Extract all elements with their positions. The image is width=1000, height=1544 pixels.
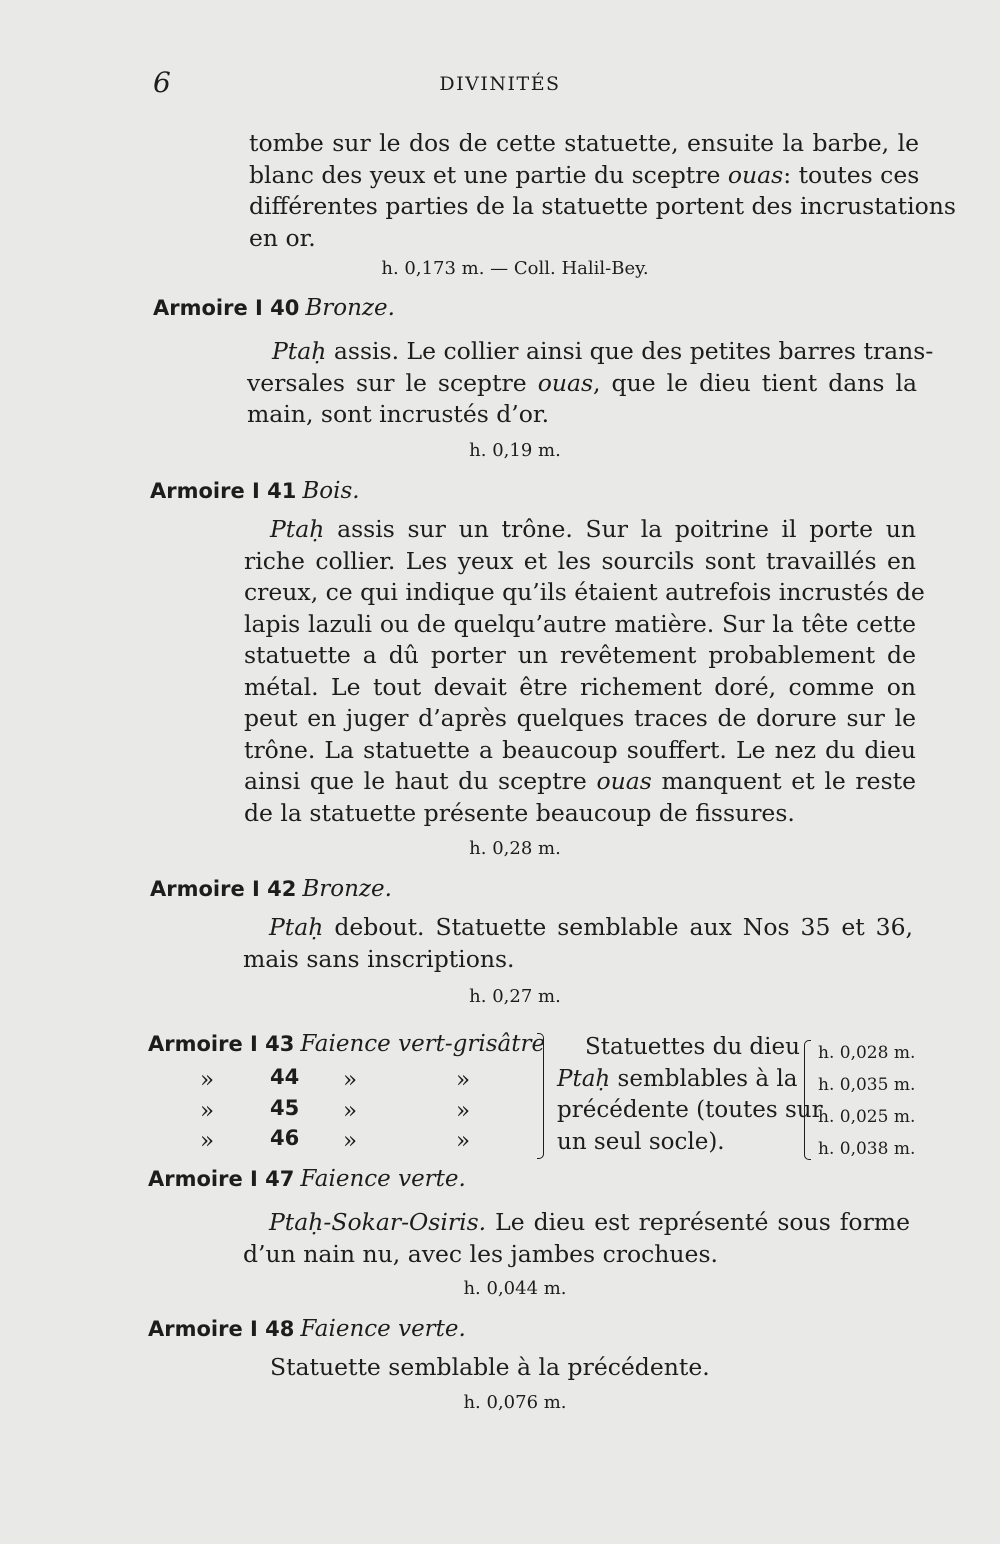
text-line: tombe sur le dos de cette statuette, ensuite la barbe, le — [249, 129, 919, 157]
armoire-label: Armoire I 47 — [148, 1167, 295, 1191]
measurement: h. 0,173 m. — Coll. Halil-Bey. — [381, 258, 649, 279]
text-line: Ptaḥ assis. Le collier ainsi que des petites barres trans- — [272, 337, 934, 365]
ditto-mark: » — [456, 1098, 471, 1124]
group-description — [557, 1032, 823, 1158]
text-line: de la statuette présente beaucoup de fissures. — [244, 798, 795, 827]
ditto-mark: » — [456, 1067, 471, 1093]
group-row — [148, 1031, 545, 1057]
measurement: h. 0,044 m. — [463, 1278, 567, 1299]
text-line: métal. Le tout devait être richement doré, comme on — [244, 672, 916, 701]
text-line: précédente (toutes sur — [557, 1097, 823, 1123]
material: Bronze. — [305, 295, 395, 321]
material: Faience verte. — [300, 1166, 466, 1192]
entry-number: 44 — [270, 1065, 300, 1089]
armoire-label: Armoire I 41 — [150, 479, 297, 503]
page-number: 6 — [153, 66, 171, 99]
ditto-mark: » — [343, 1098, 358, 1124]
text-line: main, sont incrustés d’or. — [247, 400, 550, 428]
ditto-mark: » — [200, 1128, 215, 1154]
armoire-label: Armoire I 42 — [150, 877, 297, 901]
text-line: ainsi que le haut du sceptre ouas manquent et le reste — [244, 767, 916, 795]
armoire-label: Armoire I 40 — [153, 296, 300, 320]
measurement: h. 0,27 m. — [469, 986, 561, 1007]
material: Faience verte. — [300, 1316, 466, 1342]
material: Bronze. — [302, 876, 392, 902]
ditto-mark: » — [200, 1098, 215, 1124]
measurement: h. 0,076 m. — [463, 1392, 567, 1413]
text-line: Statuette semblable à la précédente. — [270, 1353, 710, 1381]
ditto-mark: » — [200, 1067, 215, 1093]
brace — [537, 1033, 544, 1159]
entry-number: 45 — [270, 1096, 300, 1120]
entry-heading — [148, 1166, 466, 1192]
running-title: DIVINITÉS — [439, 73, 561, 95]
height-measurement: h. 0,028 m. — [818, 1043, 916, 1063]
height-measurement: h. 0,035 m. — [818, 1075, 916, 1095]
text-line: Ptaḥ-Sokar-Osiris. Le dieu est représenté sous forme — [269, 1208, 910, 1236]
text-line: blanc des yeux et une partie du sceptre ouas: toutes ces — [249, 160, 920, 189]
measurement: h. 0,28 m. — [469, 838, 561, 859]
text-line: versales sur le sceptre ouas, que le dieu tient dans la — [247, 368, 917, 397]
text-line: Ptaḥ semblables à la — [557, 1065, 798, 1092]
material: Faience vert-grisâtre — [300, 1031, 546, 1057]
text-line: Ptaḥ debout. Statuette semblable aux Nos 35 et 36, — [269, 913, 913, 941]
text-line: trône. La statuette a beaucoup souffert. Le nez du dieu — [244, 735, 916, 764]
text-line: en or. — [249, 223, 316, 252]
text-line: statuette a dû porter un revêtement probablement de — [244, 641, 916, 669]
entry-47-text — [243, 1207, 910, 1270]
armoire-label: Armoire I 48 — [148, 1317, 295, 1341]
text-line: différentes parties de la statuette portent des incrustations — [249, 192, 956, 220]
material: Bois. — [302, 478, 360, 504]
ditto-mark: » — [343, 1128, 358, 1154]
entry-number: 46 — [270, 1126, 300, 1150]
text-line: creux, ce qui indique qu’ils étaient autrefois incrustés de — [244, 578, 925, 606]
brace — [804, 1040, 811, 1160]
height-measurement: h. 0,038 m. — [818, 1139, 916, 1159]
entry-48-text — [270, 1352, 730, 1384]
text-line: d’un nain nu, avec les jambes crochues. — [243, 1239, 718, 1268]
text-line: un seul socle). — [557, 1128, 725, 1155]
text-line: Statuettes du dieu — [585, 1034, 800, 1060]
ditto-mark: » — [343, 1067, 358, 1093]
text-line: riche collier. Les yeux et les sourcils sont travaillés en — [244, 546, 916, 575]
text-line: mais sans inscriptions. — [243, 944, 515, 973]
text-line: Ptaḥ assis sur un trône. Sur la poitrine il porte un — [270, 515, 916, 543]
armoire-label: Armoire I 43 — [148, 1032, 295, 1056]
measurement: h. 0,19 m. — [469, 440, 561, 461]
text-line: lapis lazuli ou de quelqu’autre matière. Sur la tête cette — [244, 609, 916, 638]
ditto-mark: » — [456, 1128, 471, 1154]
height-measurement: h. 0,025 m. — [818, 1107, 916, 1127]
text-line: peut en juger d’après quelques traces de dorure sur le — [244, 704, 916, 732]
entry-heading — [148, 1316, 466, 1342]
